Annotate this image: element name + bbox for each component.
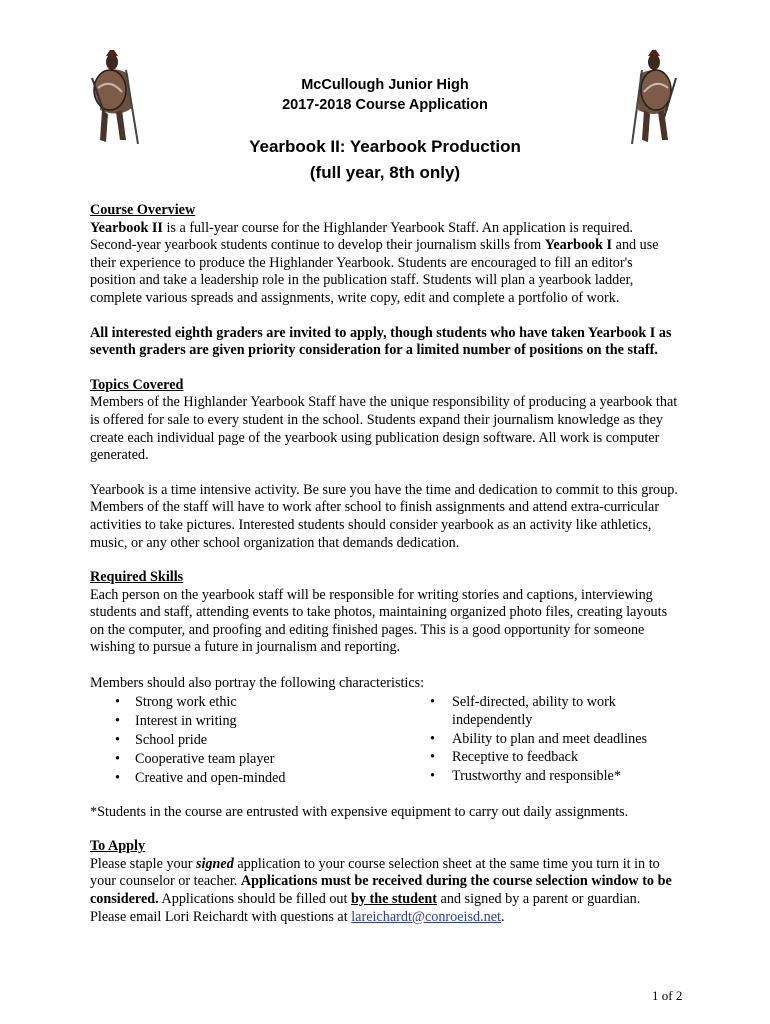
signed-emphasis: signed — [195, 855, 234, 872]
apply-heading: To Apply — [90, 838, 146, 855]
list-item: • Receptive to feedback — [408, 748, 680, 767]
school-name: McCullough Junior High — [301, 77, 469, 93]
overview-heading: Course Overview — [90, 202, 196, 218]
overview-section — [90, 202, 680, 308]
list-item: • Ability to plan and meet deadlines — [408, 730, 680, 749]
page-number: 1 of 2 — [652, 988, 683, 1003]
characteristics-list-right — [408, 693, 680, 788]
overview-text-1: is a full-year course for the Highlander Yearbook Staff. An application is required. Second-year yearbook students continue to develop their journalism skills from — [90, 219, 634, 254]
characteristics-intro: Members should also portray the following characteristics: — [90, 675, 425, 692]
skills-text: Each person on the yearbook staff will be responsible for writing stories and captions, interviewing students and staff, attending events to take photos, maintaining organized photo files, creating layouts on the computer, and proofing and editing finished pages. This is a good opportunity for someone wishing to pursue a future in journalism and reporting. — [90, 586, 668, 656]
time-commitment-text: Yearbook is a time intensive activity. Be sure you have the time and dedication to commit to this group. Members of the staff will have to work after school to finish assignments and attend extra-curricular activities to take pictures. Interested students should consider yearbook as an activity like athletics, music, or any other school organization that demands dedication. — [90, 481, 678, 551]
topics-heading: Topics Covered — [90, 376, 184, 393]
priority-note: All interested eighth graders are invited to apply, though students who have taken Yearbook I as seventh graders are given priority consideration for a limited number of positions on the staff. — [90, 324, 672, 359]
skills-heading: Required Skills — [90, 569, 184, 586]
by-student-emphasis: by the student — [351, 891, 437, 908]
skills-section — [90, 569, 680, 657]
list-item: • School pride — [90, 731, 408, 750]
list-item: • Self-directed, ability to work independently — [408, 693, 680, 730]
overview-bold-start: Yearbook II — [90, 219, 163, 236]
email-link[interactable]: lareichardt@conroeisd.net — [351, 908, 501, 925]
overview-text-2: and use their experience to produce the Highlander Yearbook. Students are encouraged to fill an editor's position and take a leadership role in the publication staff. Students will plan a yearbook ladder, complete various spreads and assignments, write copy, edit and complete a portfolio of work. — [90, 237, 659, 306]
topics-section — [90, 377, 680, 465]
apply-section: To Apply Please staple your signed application to your course selection sheet at the same time you turn it in to your counselor or teacher. Applications must be received during the course selection window to be considered. Applications should be filled out by the student and signed by a parent or guardian. Please email Lori Reichardt with questions at lareichardt@conroeisd.net. — [90, 838, 672, 925]
list-item: • Strong work ethic — [90, 693, 408, 712]
list-item: • Interest in writing — [90, 712, 408, 731]
course-subtitle: (full year, 8th only) — [309, 163, 461, 182]
application-year: 2017-2018 Course Application — [282, 97, 488, 113]
characteristics-list-left — [90, 693, 408, 788]
course-title: Yearbook II: Yearbook Production — [249, 137, 521, 156]
deadline-note: Applications must be received during the course selection window to be considered. — [90, 873, 672, 908]
characteristics-lists — [90, 693, 680, 788]
overview-bold-mid: Yearbook I — [544, 237, 613, 254]
footnote: *Students in the course are entrusted with expensive equipment to carry out daily assignments. — [90, 803, 629, 820]
list-item: • Creative and open-minded — [90, 769, 408, 788]
topics-text: Members of the Highlander Yearbook Staff have the unique responsibility of producing a yearbook that is offered for sale to every student in the school. Students expand their journalism knowledge as they create each individual page of the yearbook using publication design software. All work is computer generated. — [90, 394, 678, 464]
document-body — [90, 202, 680, 926]
list-item: • Cooperative team player — [90, 750, 408, 769]
list-item: • Trustworthy and responsible* — [408, 767, 680, 786]
